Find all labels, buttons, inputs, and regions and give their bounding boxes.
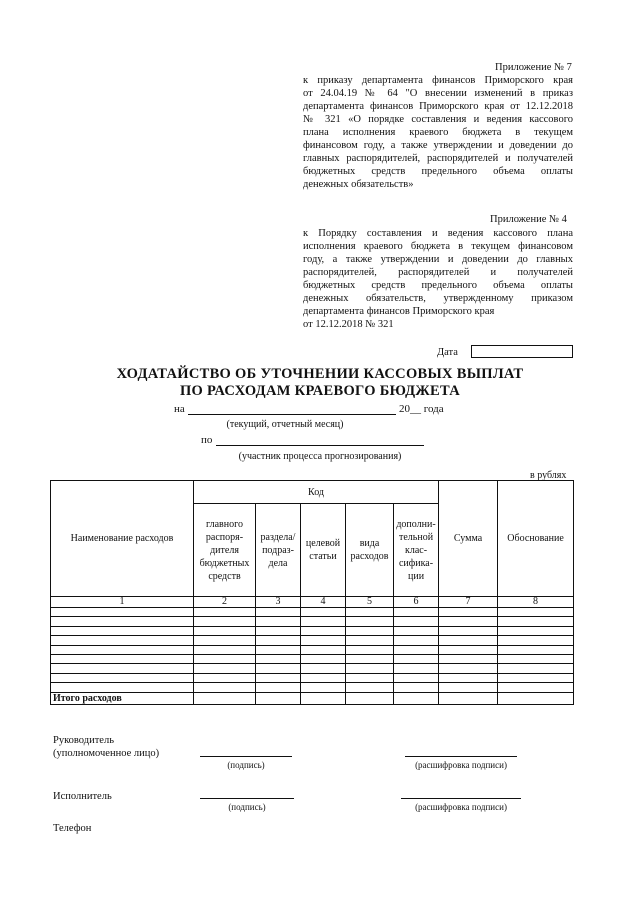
executor-signature-caption: (подпись) xyxy=(228,802,266,812)
total-label: Итого расходов xyxy=(51,692,194,704)
column-number: 1 xyxy=(51,597,194,608)
column-number: 2 xyxy=(194,597,256,608)
executor-decoding-caption: (расшифровка подписи) xyxy=(415,802,507,812)
code-col-section: раздела/ подраз-дела xyxy=(256,504,301,597)
participant-caption: (участник процесса прогнозирования) xyxy=(238,451,402,462)
order-reference xyxy=(303,74,573,191)
code-col-manager: главного распоря-дителя бюджетных средств xyxy=(194,504,256,597)
order-line: № 321 «О порядке составления и ведения кассового xyxy=(303,114,573,125)
period-field[interactable] xyxy=(188,414,396,415)
procedure-line: распорядителей, распорядителей и получателей xyxy=(303,267,573,278)
col-sum-header: Сумма xyxy=(439,481,498,597)
procedure-reference xyxy=(303,227,573,331)
head-decoding-caption: (расшифровка подписи) xyxy=(415,760,507,770)
order-line: к приказу департамента финансов Приморского края xyxy=(303,75,573,86)
col-name-header: Наименование расходов xyxy=(51,481,194,597)
order-line: главных распорядителей, распорядителей и получателей xyxy=(303,153,573,164)
period-caption: (текущий, отчетный месяц) xyxy=(226,419,344,430)
table-row[interactable] xyxy=(51,654,574,663)
code-col-target: целевой статьи xyxy=(301,504,346,597)
column-number: 3 xyxy=(256,597,301,608)
appendix-7-label: Приложение № 7 xyxy=(495,62,572,73)
order-line: денежных обязательств» xyxy=(303,179,414,190)
executor-signature-field[interactable] xyxy=(200,798,294,799)
table-row[interactable] xyxy=(51,617,574,626)
title-line-2: ПО РАСХОДАМ КРАЕВОГО БЮДЖЕТА xyxy=(179,383,461,399)
procedure-line: исполнения краевого бюджета в текущем финансовом xyxy=(303,241,573,252)
code-col-additional: дополни-тельной клас-сифика-ции xyxy=(394,504,439,597)
header-row-1 xyxy=(51,481,574,504)
table-row[interactable] xyxy=(51,626,574,635)
order-line: департамента финансов Приморского края от 12.12.2018 xyxy=(303,101,573,112)
expense-table xyxy=(50,480,574,705)
column-number: 7 xyxy=(439,597,498,608)
procedure-line: департамента финансов Приморского края xyxy=(303,306,495,317)
procedure-line: от 12.12.2018 № 321 xyxy=(303,319,394,330)
participant-field[interactable] xyxy=(216,445,424,446)
head-signature-caption: (подпись) xyxy=(227,760,265,770)
column-number: 8 xyxy=(498,597,574,608)
executor-label: Исполнитель xyxy=(53,791,112,802)
document-title xyxy=(80,366,560,400)
table-row[interactable] xyxy=(51,608,574,617)
column-numbers-row xyxy=(51,597,574,608)
period-year: 20__ года xyxy=(399,403,444,415)
table-row[interactable] xyxy=(51,636,574,645)
column-number: 6 xyxy=(394,597,439,608)
period-prefix: на xyxy=(174,403,185,415)
date-label: Дата xyxy=(437,347,458,358)
appendix-4-label: Приложение № 4 xyxy=(490,214,567,225)
procedure-line: году, а также утверждении и доведении до главных xyxy=(303,254,573,265)
date-field[interactable] xyxy=(471,345,573,358)
column-number: 4 xyxy=(301,597,346,608)
table-row[interactable] xyxy=(51,673,574,682)
title-line-1: ХОДАТАЙСТВО ОБ УТОЧНЕНИИ КАССОВЫХ ВЫПЛАТ xyxy=(116,366,524,382)
total-row xyxy=(51,692,574,704)
units-label: в рублях xyxy=(530,470,567,481)
head-signature-field[interactable] xyxy=(200,756,292,757)
procedure-line: к Порядку составления и ведения кассового плана xyxy=(303,228,573,239)
column-number: 5 xyxy=(346,597,394,608)
participant-prefix: по xyxy=(201,434,213,446)
order-line: от 24.04.19 № 64 "О внесении изменений в приказ xyxy=(303,88,573,99)
head-label: Руководитель (уполномоченное лицо) xyxy=(53,735,160,759)
code-col-type: вида расходов xyxy=(346,504,394,597)
table-row[interactable] xyxy=(51,683,574,692)
order-line: финансовом году, а также утверждении и доведении до xyxy=(303,140,573,151)
phone-label: Телефон xyxy=(53,823,92,834)
head-decoding-field[interactable] xyxy=(405,756,517,757)
order-line: плана исполнения краевого бюджета в текущем xyxy=(303,127,573,138)
table-row[interactable] xyxy=(51,645,574,654)
procedure-line: бюджетных средств предельного объема оплаты xyxy=(303,280,573,291)
executor-decoding-field[interactable] xyxy=(401,798,521,799)
table-row[interactable] xyxy=(51,664,574,673)
code-group-header: Код xyxy=(194,481,439,504)
procedure-line: денежных обязательств, утвержденному приказом xyxy=(303,293,573,304)
order-line: бюджетных средств предельного объема оплаты xyxy=(303,166,573,177)
col-reason-header: Обоснование xyxy=(498,481,574,597)
